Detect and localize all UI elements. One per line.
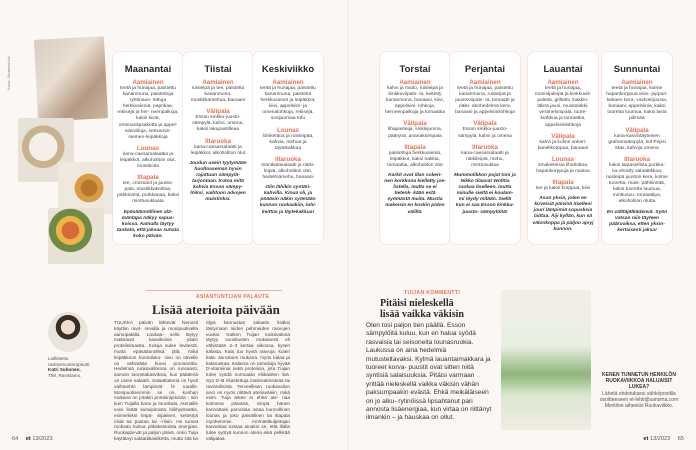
meal-text: omakeksisia liharkittoa, hapankorppuja ja maitoa bbox=[536, 162, 590, 174]
day-name: Lauantai bbox=[543, 64, 583, 75]
day-card bbox=[528, 52, 598, 244]
meal-text: paistettuja herkkusieniä, leipäkkot, kaksi nakkia, tomaattia, alkoholiton olut bbox=[387, 150, 443, 168]
day-note: Olin lähikin syntäri- kahvilla. Kinua oli, ja pöääsin näkin syömään kunnon ruokaakiin, lohi- keittoa ja täytekakkua! bbox=[259, 185, 317, 215]
day-name: Sunnuntai bbox=[613, 64, 661, 75]
day-name: Tiistai bbox=[204, 64, 232, 75]
left-headline: Lisää aterioita päivään bbox=[152, 302, 280, 317]
left-section-label: ASIANTUNTIJAN PALAUTE bbox=[196, 294, 270, 300]
meal-text: teetä ja hunajaa, monioljaleipä ja kinkkuviil- paleita, grillattu makkin- lälinä javoi, muistolakki, vesimelonipala, tuore- kurkkua ja tomaattia, appelsiinilohkoja bbox=[534, 86, 592, 128]
day-name: Maanantai bbox=[124, 64, 172, 75]
tip-box-body: Lähetä ehdotuksesi sähköpostilla osoitteeseen et-lehti@sanoma.com Merkitse aiheeksi Ruokaviikko. bbox=[599, 390, 679, 410]
right-section-label: TUIJAN KOMMENTTI bbox=[404, 290, 461, 296]
issue-right: 13/2023 bbox=[649, 436, 671, 442]
photo-breakfast-table bbox=[34, 36, 108, 122]
right-headline-line2: lisää vaikka väkisin bbox=[380, 309, 464, 320]
meal-label: Iltaruoka bbox=[472, 143, 498, 151]
meal-text: kana-kasvistäyteinen grahamsämpylä, kol Pepsi Max, kahvija omena bbox=[608, 133, 666, 151]
meal-label: Aamiainen bbox=[132, 79, 164, 86]
meal-text: kahvi ja maito, ruisleipä ja kinkkuviipale- ta, keitetty kananmuna, banaani, kiivi, appelsiini- lohkoja, herneenpalkoja ja tomaattia bbox=[384, 86, 446, 116]
meal-label: Lounas bbox=[276, 126, 299, 134]
meal-label: Iltaruoka bbox=[624, 155, 650, 163]
meal-text: lihapasteija, sinkkijuoma, päärynä, ananaksenpala bbox=[387, 127, 443, 139]
meal-text: lohikeittoa ja ruisleipää, kahvia, mehua ja täytekakkua bbox=[262, 133, 314, 151]
caption-line2: ravitsemusterapeutti bbox=[48, 361, 90, 367]
caption-line4: TtM, Ravistamo. bbox=[48, 372, 82, 378]
meal-text: Esson kinkku-juusto- sämpylä, kahvi ja omena bbox=[458, 127, 512, 139]
photo-plant bbox=[501, 290, 591, 430]
meal-label: Lounas bbox=[136, 144, 159, 152]
page-gutter bbox=[347, 0, 349, 450]
day-note: En välttäjätkädenvä. Syön vatsan niin täyteen pääruoiksa, etten yksin- kertaisesti jaksa! bbox=[606, 209, 668, 233]
meal-label: Välipala bbox=[206, 108, 230, 116]
day-card bbox=[183, 52, 253, 244]
left-body-col1: TUUKKA päivän lähtevät hienosti käyttiin ravit- sevalla ja monipuolisella aamupalalla. Laukaa- sella täytyy maksavat kaaviksisia jotain proteiinimaista. Kuluja sulee levitestä, mutta epäsäännöllisä jälä, mikä leipäkkoon kuntoiluko- sivu on itavelle on vähintään kuusi proosenttia. Hedelmiä runkavalloissa on runsaasti, samoin tuoreitakasviksia, kun päätteriä on usein salaatti. Salaattiateria on hyvä vaihtoehto lämpimäl- le ruualle. Monipuolisemmin se on, kunhan mukana on jotakin proteiinipitoista - niin kuin Tuijalla kana ja tonnikala. Ateriaille voisi lisätä kuituipitoista hiilihydraattia, esimerkiksi leipä- viipaleen, keitettyä riisiä tai pastaa tai –riisin. He tuovat ruokaan kuitua pitkäkestoista energiaa. Ruokapäi-vät ja paljon päivä, onko Tuija käyttänyt salaattikastiketta, mutta sitä ka bbox=[114, 320, 198, 441]
meal-text: teetä ja hunajaa, paistettu kananmuna, paistettuja ryttimaus- tettuja herkkusieniä, paprikaa, retiisejä ja her- neenpalkoja, kaksi kiviä, omenanlipsaketta ja appel- siiniviiloja, seesamin- siemen-leipäkkoja bbox=[117, 86, 179, 140]
meal-label: Välipala bbox=[625, 126, 649, 134]
right-lead: Olen tosi paljon tien päällä. Esson sämpylöitä kuluu, kun en halua syödä rasvaisia tai seisoneita lounasruokia. Laukussa on aina hedelmiä mutusteltavaksi. Kylmä lauantaimakkara ja tuoreet korva- puustit ovat sitten niitä syntisiä salaisuuksia. Pitäisi varmaan yrittää nieleskellä vaikka väkisin vähän paksumpaakin evästä. Ehkä meikäläiseen on jo alku- rytinöissä lipsahtanut pari annosta lisäenergiaa, kun virtaa on riittänyt ilmankin – ja hauskaa on ollut. bbox=[366, 322, 492, 422]
meal-label: Iltapala bbox=[137, 174, 159, 182]
day-card bbox=[253, 52, 323, 244]
day-name: Torstai bbox=[399, 64, 431, 75]
issue-left: 13/2023 bbox=[32, 436, 53, 442]
day-name: Keskiviikko bbox=[261, 64, 315, 75]
meal-label: Välipala bbox=[551, 132, 575, 140]
meal-label: Iltaruoka bbox=[275, 155, 301, 163]
meal-text: tee, croissant ja juusto- pala, mustikkakeittoa, pähkinöitä, porkkanaa, kaksi minttusuklaata bbox=[117, 181, 179, 205]
meal-text: teetä ja hunajaa, paistettu kananmuna, paistetut herkkusienet ja leipäkkot, kiivi, appelsiini- ja omenalohkoja, retiisejä, sosijuomaa tofu bbox=[259, 86, 316, 122]
day-card bbox=[450, 52, 520, 244]
meal-label: Välipala bbox=[473, 120, 497, 128]
right-headline-line1: Pitäisi nieleskellä bbox=[380, 298, 454, 309]
meal-text: Esson kinkku-juusto- sämpylä, kahvi, omena, kaksi lakupastilleaa bbox=[192, 115, 244, 133]
folio-left bbox=[12, 436, 53, 442]
meal-label: Aamiainen bbox=[547, 79, 579, 86]
meal-text: kana-caesarsalaattia ja leipäkkot, alkoholiton olut, mustikoita bbox=[119, 151, 176, 170]
expert-portrait bbox=[48, 312, 88, 352]
page-number-left: 64 bbox=[12, 436, 19, 442]
day-name: Perjantai bbox=[464, 64, 506, 75]
meal-label: Iltapala bbox=[404, 143, 426, 151]
left-body-col2: öljyä kannustan salaatin lisäksi tästymaan niiden pehmeiden rasvojen vuoksi. Kaiken Tuijan ruokavaliota täytyy suositusten mukaisesti eli vähintään 2–3 kertaa viikossa, kysen kalasta. Kala tuo hyviä rasvoja, kuten kala- annoksen mukana, myös kalaa ja kalaruokaa. Kalassa on tamuiloja hyvää D-vitamiinia sekä proteiinia, jota Tuijan tulee syödä normaalin eliikäisten lisä. Syö D-tä rikastettuja maitovalmisteita tai ravintolisistä. Terveellisen ruokavalion arvo on myös riittävä ateriavälein, mikä esim. Tuija tekee ei ehkä ate- riaa kolmena päivänä, niinpä hänen kannattaisi panostaa ostaa kunnollinen lounas ja joko päivällinen tai iltapala myöhemmin. Ammattikuljettajan kannattaa toistaa ainakin se, että illalla tulee syötyä kunnon ateria eikä pelkkää välipalaa. bbox=[206, 320, 290, 441]
day-note: Joudun usein tyytymään huoltoaseman hyvin rajattuun sämpylä- tarjontaan. Kotoa mitä kahvia Esson sämpy- löiksi, vaihtoon advojen muistinksi. bbox=[189, 160, 247, 203]
meal-label: Iltaruoka bbox=[205, 137, 231, 145]
day-card bbox=[380, 52, 450, 244]
meal-text: tonnikalasalaatti ja riäiki- leipiä, alkoholiton olut, hedelmämehu, banaani bbox=[261, 162, 315, 181]
meal-text: ruisleipä ja tee, paistettu kananmuna, mustikkamehua, banaani bbox=[190, 86, 246, 104]
day-note: Mummolikkon pojat toni ja Nikko tilaavat Wolttia ruokaa itselleen, mutta minulle sieltä ei koulam- mi löydy mitään. Siellä kun ei saa Esson kinkku- juusto- sämpylöitä! bbox=[454, 172, 516, 215]
meal-label: Aamiainen bbox=[469, 79, 501, 86]
caption-line3: Katri Suhonen, bbox=[48, 367, 81, 373]
meal-label: Iltapala bbox=[552, 179, 574, 187]
photo-pastry bbox=[58, 162, 120, 214]
meal-text: teetä ja hunajaa, paistettu kananmuna, ruisleipä ja juustoviipale- ta, tomaatti ja riäiki- denhedelmä kera, banaani ja appelsiinilohkoja bbox=[455, 86, 515, 116]
meal-label: Aamiainen bbox=[272, 79, 304, 86]
day-card bbox=[602, 52, 672, 244]
meal-text: kaksi lautasellista porkka- na-ohrarly salaattikkoa, ruisleipä juuston kera, kolme tuoretta, mais- pähkinöitä, kaksi tuoretta luumua, minttusuu- tomaattipa, alkoholiton olutta bbox=[606, 162, 668, 205]
brand-right: et bbox=[643, 436, 649, 442]
meal-label: Välipala bbox=[403, 120, 427, 128]
meal-label: Lounas bbox=[551, 155, 574, 163]
brand-left: et bbox=[25, 436, 31, 442]
photo-credit: Kuva: Shutterstock bbox=[6, 56, 11, 90]
meal-text: kana-caesarsalaatti ja leipäkkot, alkoholiton olut bbox=[190, 144, 246, 156]
day-note: Karkit ovat illan sokeri- nen korkkona kielletty joe- listella, mutta se ei tietenk- kään estä syömästä muita. Mustia makeisia en koskin pidon välillä. bbox=[384, 172, 446, 215]
photo-salad-plate bbox=[48, 208, 104, 264]
meal-label: Aamiainen bbox=[621, 79, 653, 86]
meal-text: teetä ja hunajaa, kolme hapankorppua viiss- pippuri-kekaen kera, voidveitjuusta, banaani, appelsiinia, kaksi tuoretta luumua, kaksi lasia pilimää bbox=[606, 86, 668, 122]
page-number-right: 65 bbox=[677, 436, 684, 442]
meal-label: Aamiainen bbox=[202, 79, 234, 86]
expert-caption bbox=[48, 356, 89, 378]
meal-label: Aamiainen bbox=[399, 79, 431, 86]
tip-box bbox=[598, 372, 680, 409]
day-card bbox=[113, 52, 183, 244]
day-note: Epäsäännöllinen alä- mäntapa näkyy sapus- koissa. Aamulla täytyy tankata, että jaksaa suhata koko päivän. bbox=[117, 209, 179, 239]
meal-text: tee ja kaksi korppua, kiivi bbox=[535, 186, 591, 192]
caption-line1: Laillistettu bbox=[48, 356, 69, 361]
meal-text: kahvi ja kolme sokeri- kanelikorppua, banaani bbox=[537, 139, 589, 151]
tip-box-title: KENEN TUNNETUN HENKILÖN RUOKAVIIKKOA HALUAISIT LUKEA? bbox=[602, 372, 676, 391]
meal-text: kana-caesarsalaatti ja riäikileipiä, mehu, minttusuklaa bbox=[461, 150, 509, 168]
right-headline bbox=[380, 298, 464, 320]
folio-right bbox=[643, 436, 684, 442]
left-rule bbox=[146, 290, 282, 291]
day-note: Asun yksin, joten en kirveisiä päivinä itselleni jouri lämpimiä sopusksia laittaa. Äiji kyllän, kun sä välonkoppa ja paljoo ajoyj kunnon. bbox=[532, 196, 594, 232]
